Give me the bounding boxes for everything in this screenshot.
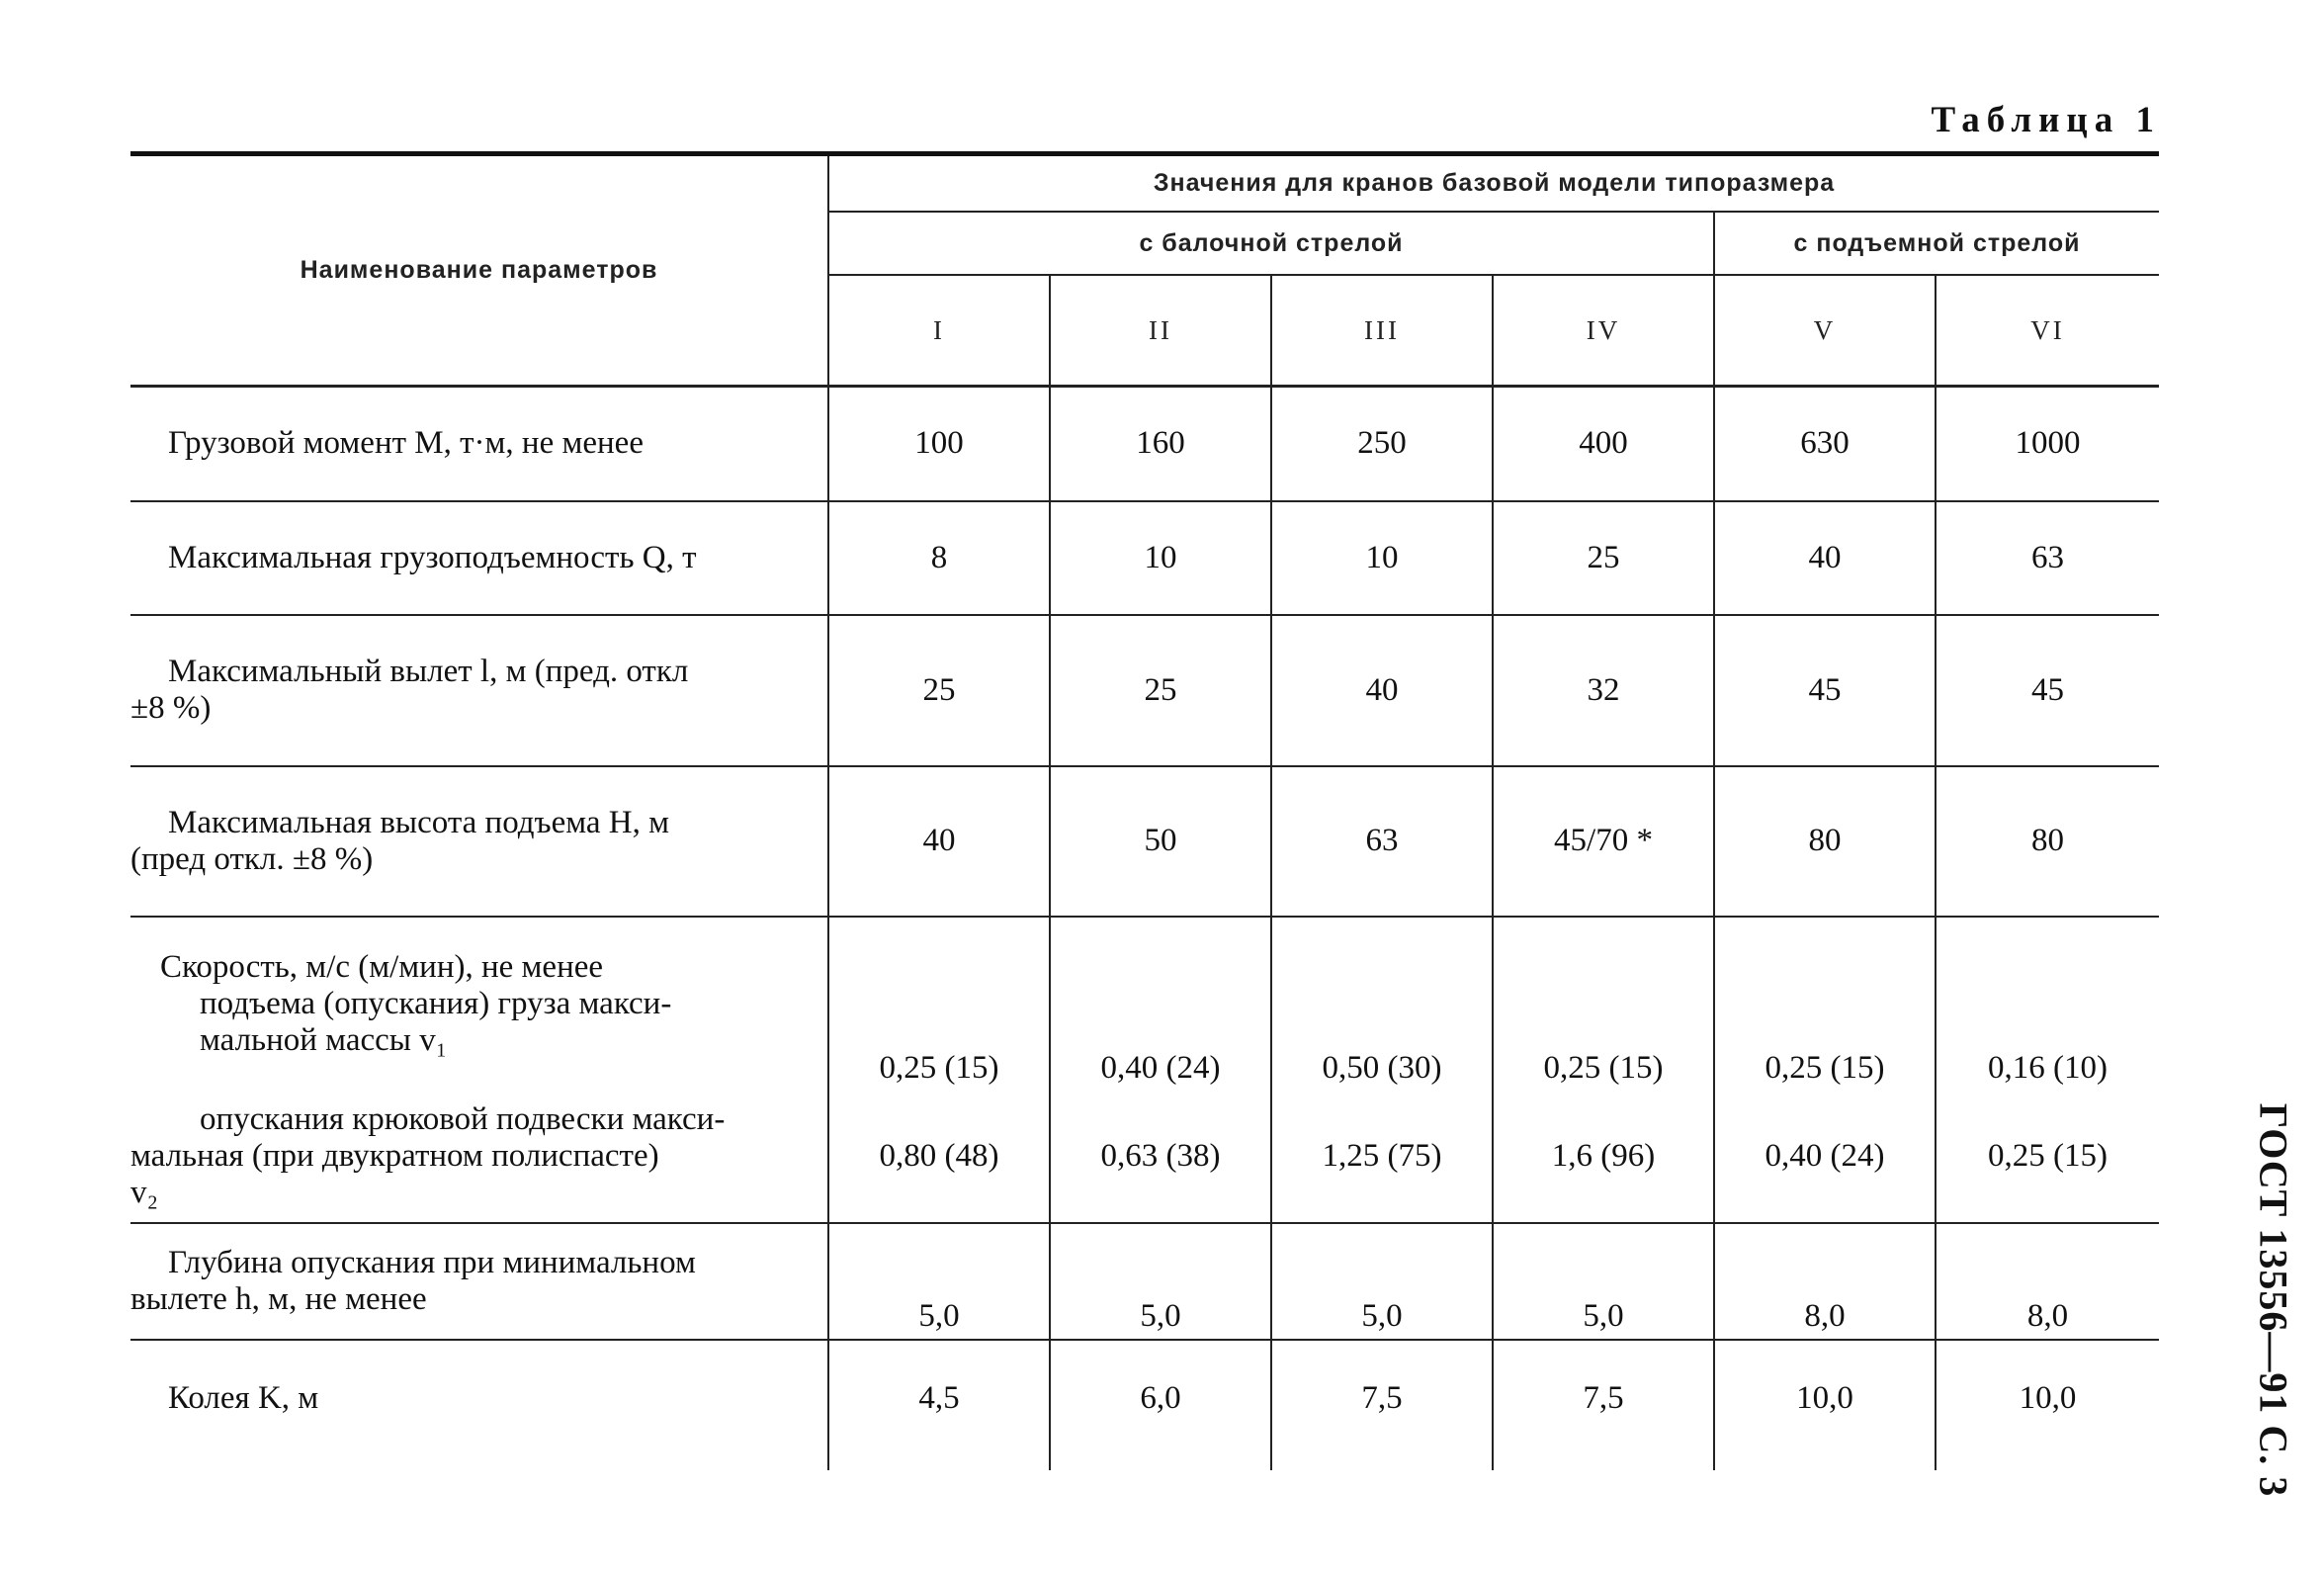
table-cell: 0,25 (15) <box>1936 1091 2159 1223</box>
row-label-line-2: мальная (при двукратном полиспасте) <box>130 1137 659 1174</box>
table-cell: 10,0 <box>1936 1340 2159 1470</box>
table-cell: 100 <box>828 387 1050 501</box>
row-name-depth <box>130 1223 828 1340</box>
table-cell: 63 <box>1271 766 1493 917</box>
table-row <box>130 1340 2159 1470</box>
table-cell: 0,25 (15) <box>828 917 1050 1091</box>
row-name-gauge <box>130 1340 828 1470</box>
table-row <box>130 1223 2159 1340</box>
row-name-capacity <box>130 501 828 615</box>
table-label: Таблица 1 <box>1931 100 2161 140</box>
header-col-iii: III <box>1271 275 1493 387</box>
row-label: Колея K, м <box>168 1379 319 1416</box>
table-cell: 1,25 (75) <box>1271 1091 1493 1223</box>
row-label-speed: Скорость, м/с (м/мин), не менее <box>160 948 604 985</box>
row-name-speed-hook <box>130 1091 828 1223</box>
table-cell: 8,0 <box>1714 1223 1936 1340</box>
table-cell: 400 <box>1493 387 1714 501</box>
table-cell: 45 <box>1936 615 2159 766</box>
table-row <box>130 387 2159 501</box>
table-row <box>130 1091 2159 1223</box>
table-cell: 0,40 (24) <box>1714 1091 1936 1223</box>
table-cell: 40 <box>828 766 1050 917</box>
table-cell: 50 <box>1050 766 1271 917</box>
table-cell: 5,0 <box>1493 1223 1714 1340</box>
table-cell: 8,0 <box>1936 1223 2159 1340</box>
header-col-iv: IV <box>1493 275 1714 387</box>
table-cell: 630 <box>1714 387 1936 501</box>
table-cell: 25 <box>1050 615 1271 766</box>
row-name-reach <box>130 615 828 766</box>
table-cell: 7,5 <box>1271 1340 1493 1470</box>
row-name-speed-lift <box>130 917 828 1091</box>
header-luffing-jib: с подъемной стрелой <box>1714 212 2159 275</box>
header-col-ii: II <box>1050 275 1271 387</box>
header-group: Значения для кранов базовой модели типоразмера <box>828 154 2159 213</box>
table-cell: 0,25 (15) <box>1714 917 1936 1091</box>
table-cell: 5,0 <box>828 1223 1050 1340</box>
table-cell: 0,50 (30) <box>1271 917 1493 1091</box>
row-label-line-1: опускания крюковой подвески макси- <box>200 1100 726 1137</box>
table-cell: 40 <box>1271 615 1493 766</box>
table-cell: 80 <box>1714 766 1936 917</box>
table-cell: 8 <box>828 501 1050 615</box>
table-cell: 25 <box>1493 501 1714 615</box>
header-parameter-name: Наименование параметров <box>130 154 828 387</box>
header-col-v: V <box>1714 275 1936 387</box>
header-col-vi: VI <box>1936 275 2159 387</box>
row-label-line-1: Максимальный вылет l, м (пред. откл <box>168 654 689 689</box>
table-cell: 40 <box>1714 501 1936 615</box>
row-label: Максимальная грузоподъемность Q, т <box>168 539 697 575</box>
table-cell: 5,0 <box>1050 1223 1271 1340</box>
table-row <box>130 615 2159 766</box>
header-beam-jib: с балочной стрелой <box>828 212 1714 275</box>
row-label-line-3: v₂ <box>130 1174 159 1210</box>
table-cell: 80 <box>1936 766 2159 917</box>
row-label-line-2: (пред откл. ±8 %) <box>130 840 374 877</box>
table-cell: 0,80 (48) <box>828 1091 1050 1223</box>
row-label-line-1: Глубина опускания при минимальном <box>168 1244 696 1280</box>
table-cell: 160 <box>1050 387 1271 501</box>
table-cell: 0,40 (24) <box>1050 917 1271 1091</box>
parameters-table <box>130 151 2159 1470</box>
table-cell: 0,63 (38) <box>1050 1091 1271 1223</box>
table-cell: 45/70 * <box>1493 766 1714 917</box>
row-label-line-1: Максимальная высота подъема H, м <box>168 804 670 840</box>
table-cell: 6,0 <box>1050 1340 1271 1470</box>
row-label-line-2: ±8 %) <box>130 690 212 726</box>
table-cell: 10 <box>1050 501 1271 615</box>
table-cell: 0,25 (15) <box>1493 917 1714 1091</box>
table-cell: 250 <box>1271 387 1493 501</box>
table-cell: 0,16 (10) <box>1936 917 2159 1091</box>
table-cell: 32 <box>1493 615 1714 766</box>
table-cell: 63 <box>1936 501 2159 615</box>
table-cell: 4,5 <box>828 1340 1050 1470</box>
table-cell: 5,0 <box>1271 1223 1493 1340</box>
table-row <box>130 766 2159 917</box>
table-row <box>130 917 2159 1091</box>
row-label-line-1: подъема (опускания) груза макси- <box>200 985 672 1021</box>
row-label-line-2: мальной массы v₁ <box>200 1021 448 1058</box>
row-name-moment <box>130 387 828 501</box>
row-name-height <box>130 766 828 917</box>
table-cell: 10 <box>1271 501 1493 615</box>
side-header <box>2239 1102 2308 1498</box>
table-cell: 45 <box>1714 615 1936 766</box>
table-cell: 1000 <box>1936 387 2159 501</box>
row-label-line-2: вылете h, м, не менее <box>130 1280 427 1317</box>
table-cell: 25 <box>828 615 1050 766</box>
table-cell: 7,5 <box>1493 1340 1714 1470</box>
header-col-i: I <box>828 275 1050 387</box>
table-row <box>130 501 2159 615</box>
standard-reference: ГОСТ 13556—91 С. 3 <box>2251 1102 2296 1498</box>
row-label: Грузовой момент M, т·м, не менее <box>168 425 644 462</box>
table-cell: 1,6 (96) <box>1493 1091 1714 1223</box>
table-cell: 10,0 <box>1714 1340 1936 1470</box>
